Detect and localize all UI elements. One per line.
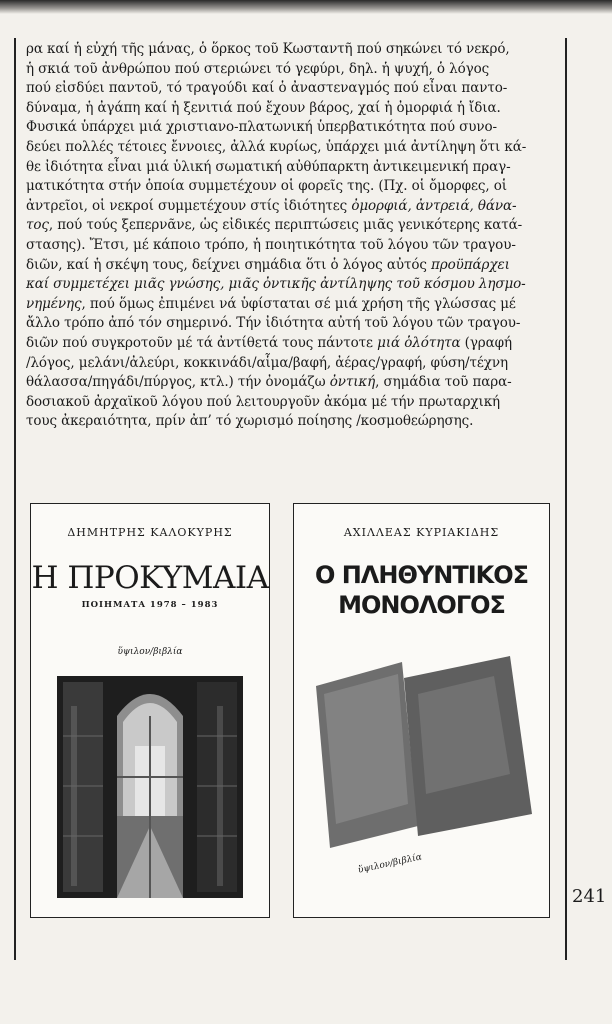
book-author: ΔΗΜΗΤΡΗΣ ΚΑΛΟΚΥΡΗΣ bbox=[67, 526, 233, 539]
text-line: (γραφή bbox=[460, 334, 512, 351]
italic-text: καί συμμετέχει μιᾶς γνώσης, μιᾶς ὀντικῆς ἀντίληψης τοῦ κόσμου λησμο- bbox=[26, 276, 526, 293]
italic-text: τος bbox=[26, 217, 49, 234]
italic-text: νημένης bbox=[26, 295, 82, 312]
italic-text: ὀντική bbox=[329, 374, 376, 391]
cover-abstract-panels bbox=[314, 654, 534, 849]
text-line: στασης). Ἔτσι, μέ κάποιο τρόπο, ἡ ποιητικότητα τοῦ λόγου τῶν τραγου- bbox=[26, 236, 516, 253]
text-line: Φυσικά ὑπάρχει μιά χριστιανο-πλατωνική ὑπερβατικότητα πού συνο- bbox=[26, 119, 497, 136]
text-line: τους ἀκεραιότητα, πρίν ἀπ’ τό χωρισμό ποίησης /κοσμοθεώρησης. bbox=[26, 413, 474, 430]
italic-text: μιά ὁλότητα bbox=[377, 334, 461, 351]
page-number: 241 bbox=[572, 886, 607, 907]
text-line: ἄλλο τρόπο ἀπό τόν σημερινό. Τήν ἰδιότητα αὐτή τοῦ λόγου τῶν τραγου- bbox=[26, 315, 521, 332]
book-title-line: ΜΟΝΟΛΟΓΟΣ bbox=[338, 591, 505, 619]
text-line: ματικότητα στήν ὁποία συμμετέχουν οἱ φορεῖς της. (Πχ. οἱ ὄμορφες, οἱ bbox=[26, 178, 507, 195]
italic-text: προϋπάρχει bbox=[431, 256, 510, 273]
book-title-line: Ο ΠΛΗΘΥΝΤΙΚΟΣ bbox=[314, 561, 529, 589]
book-title bbox=[294, 560, 549, 620]
book-title: Η ΠΡΟΚΥΜΑΙΑ bbox=[31, 560, 269, 596]
text-line: διῶν, καί ἡ σκέψη τους, δείχνει σημάδια ὅτι ὁ λόγος αὐτός bbox=[26, 256, 432, 273]
book-cover-prokymaia bbox=[30, 503, 270, 918]
right-margin-rule bbox=[565, 38, 567, 960]
text-line: , πού τούς ξεπερνᾶνε, ὡς εἰδικές περιπτώσεις μιᾶς γενικότερης κατά- bbox=[48, 217, 523, 234]
publisher-logo: ὕψιλον/βιβλία bbox=[357, 852, 423, 876]
book-subtitle: ΠΟΙΗΜΑΤΑ 1978 – 1983 bbox=[81, 600, 219, 610]
text-line: διῶν πού συγκροτοῦν μέ τά ἀντίθετά τους πάντοτε bbox=[26, 334, 378, 351]
text-line: /λόγος, μελάνι/ἀλεύρι, κοκκινάδι/αἷμα/βαφή, ἀέρας/γραφή, φύση/τέχνη bbox=[26, 354, 508, 371]
text-line: θάλασσα/πηγάδι/πύργος, κτλ.) τήν ὀνομάζω bbox=[26, 374, 330, 391]
text-line: ἡ σκιά τοῦ ἀνθρώπου πού στεριώνει τό γεφύρι, δηλ. ἡ ψυχή, ὁ λόγος bbox=[26, 60, 490, 77]
text-line: , σημάδια τοῦ παρα- bbox=[375, 374, 512, 391]
scan-top-shadow bbox=[0, 0, 612, 14]
text-line: πού εἰσδύει παντοῦ, τό τραγούδι καί ὁ ἀναστεναγμός πού εἶναι παντο- bbox=[26, 80, 508, 97]
book-cover-plithyntikos-monologos bbox=[293, 503, 550, 918]
text-line: δεύει πολλές τέτοιες ἔννοιες, ἀλλά κυρίως, ὑπάρχει μιά ἀντίληψη ὅτι κά- bbox=[26, 138, 527, 155]
book-author: ΑΧΙΛΛΕΑΣ ΚΥΡΙΑΚΙΔΗΣ bbox=[343, 526, 500, 539]
text-line: δύναμα, ἡ ἀγάπη καί ἡ ξενιτιά πού ἔχουν βάρος, χαί ἡ ὀμορφιά ἡ ἴδια. bbox=[26, 99, 501, 116]
text-line: θε ἰδιότητα εἶναι μιά ὑλική σωματική αὐθύπαρκτη ἀντικειμενική πραγ- bbox=[26, 158, 511, 175]
publisher-logo: ὕψιλον/βιβλία bbox=[117, 647, 183, 657]
text-line: ρα καί ἡ εὐχή τῆς μάνας, ὁ ὅρκος τοῦ Κωσταντῆ πού σηκώνει τό νεκρό, bbox=[26, 41, 510, 57]
italic-text: ὀμορφιά, ἀντρειά, θάνα- bbox=[351, 197, 517, 214]
left-margin-rule bbox=[14, 38, 16, 960]
body-paragraph bbox=[26, 40, 558, 432]
text-line: ἀντρεῖοι, οἱ νεκροί συμμετέχουν στίς ἰδιότητες bbox=[26, 197, 352, 214]
text-line: δοσιακοῦ ἀρχαϊκοῦ λόγου πού λειτουργοῦν ἀκόμα μέ τήν πρωταρχική bbox=[26, 393, 501, 410]
cover-photo-harbour-window bbox=[57, 676, 243, 898]
text-line: , πού ὅμως ἐπιμένει νά ὑφίσταται σέ μιά χρήση τῆς γλώσσας μέ bbox=[81, 295, 516, 312]
